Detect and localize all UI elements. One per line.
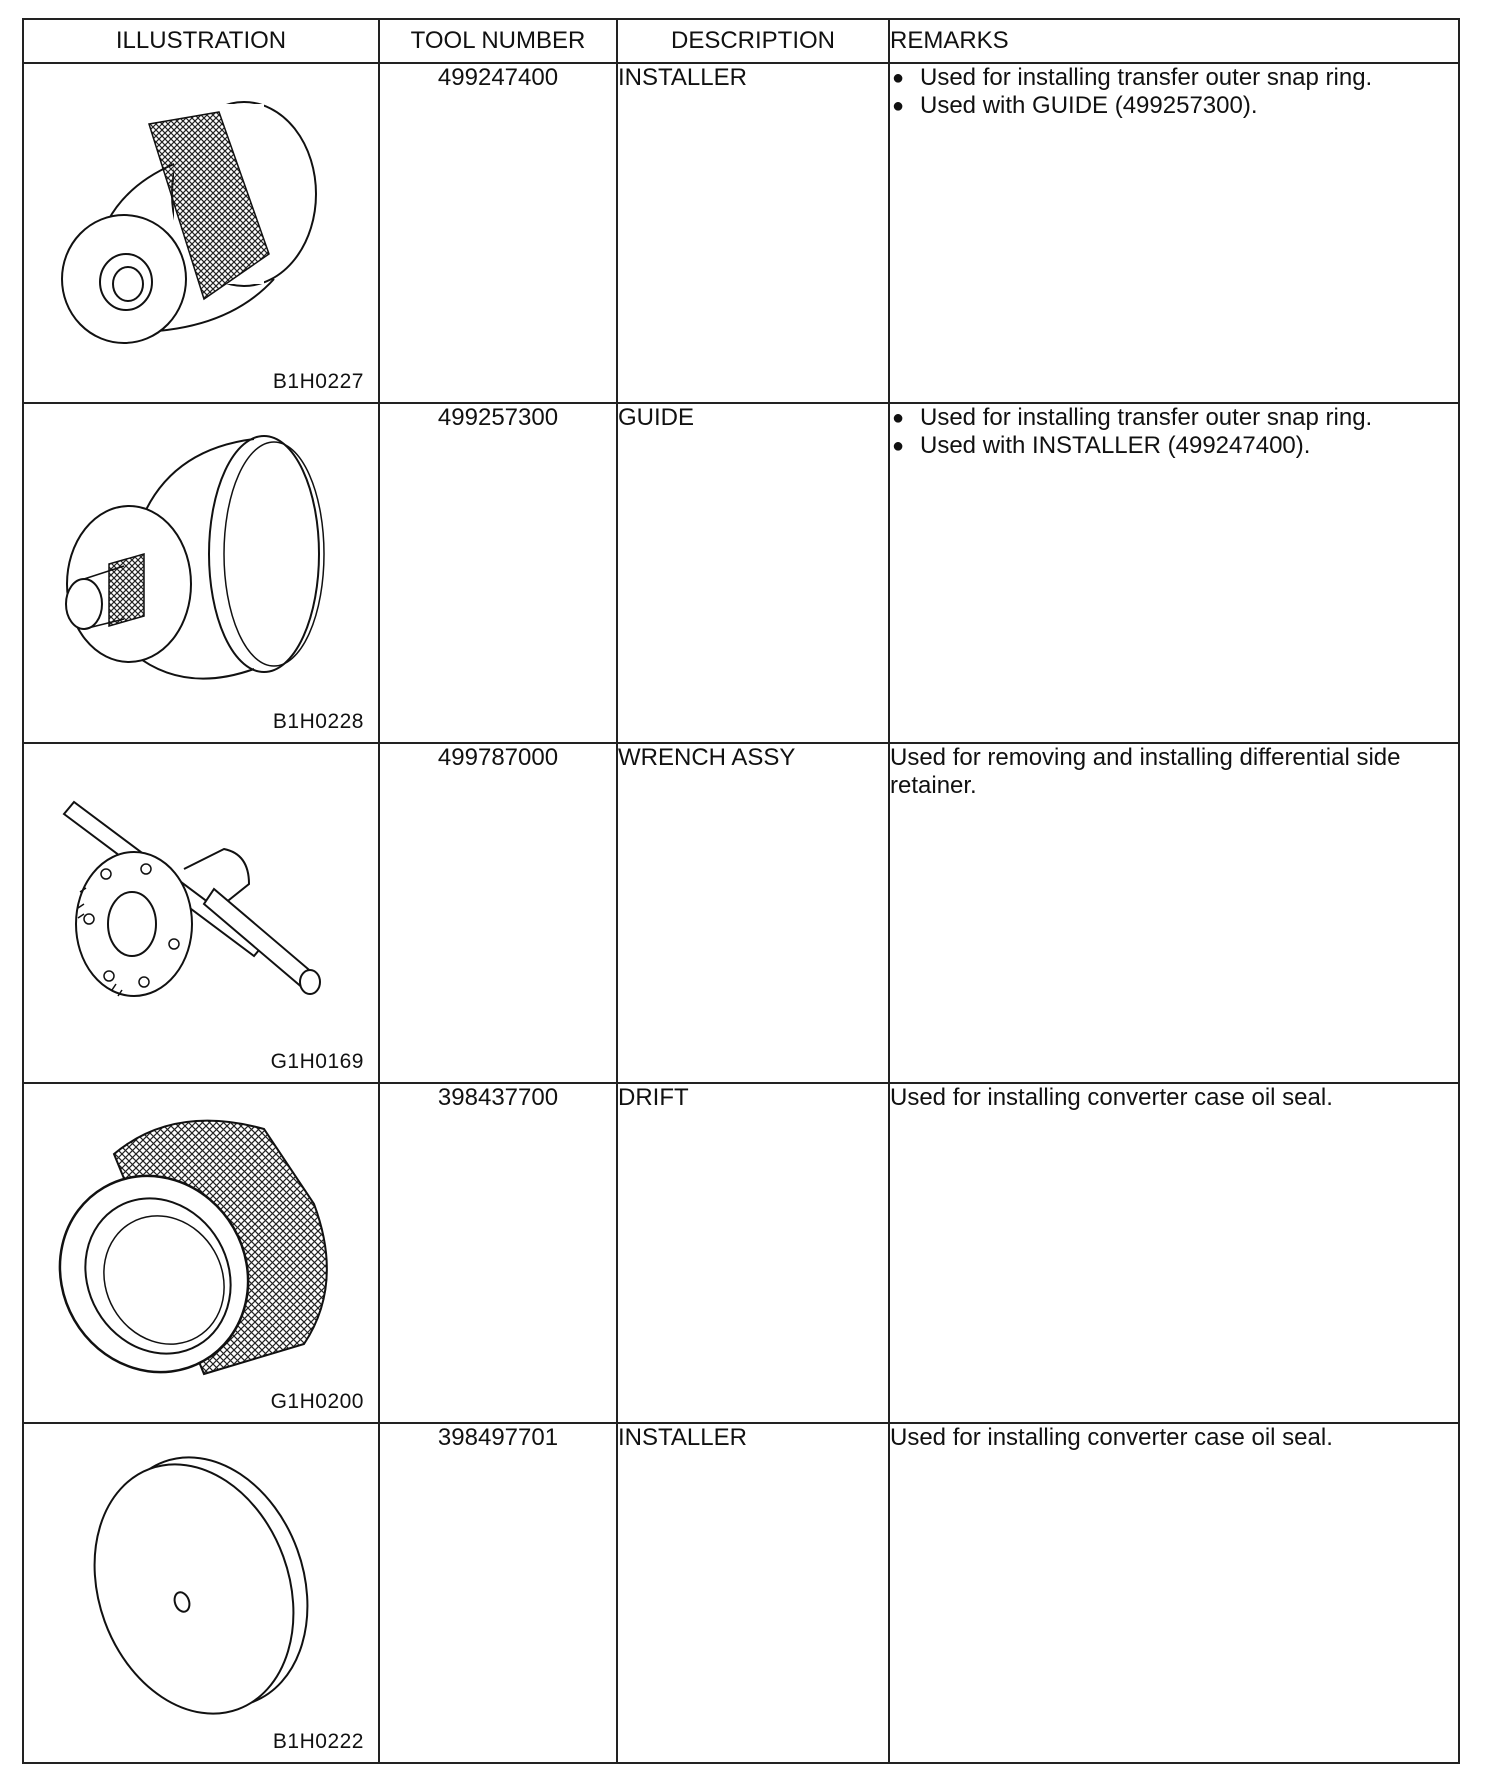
remark-item: ● Used with INSTALLER (499247400). [890, 432, 1458, 460]
header-illustration: ILLUSTRATION [23, 19, 379, 63]
remark-item: ● Used with GUIDE (499257300). [890, 92, 1458, 120]
table-row [23, 403, 1459, 743]
tool-remarks: Used for installing converter case oil seal. [889, 1423, 1459, 1763]
tool-remarks [889, 63, 1459, 403]
tool-description: DRIFT [617, 1083, 889, 1423]
illustration-code: G1H0200 [270, 1390, 364, 1413]
tool-number: 398497701 [379, 1423, 617, 1763]
remark-item: ● Used for installing transfer outer snap ring. [890, 64, 1458, 92]
table-row [23, 743, 1459, 1083]
header-tool-number: TOOL NUMBER [379, 19, 617, 63]
tool-remarks: Used for installing converter case oil seal. [889, 1083, 1459, 1423]
wrench-assy-icon [24, 744, 380, 1082]
table-row [23, 63, 1459, 403]
header-description: DESCRIPTION [617, 19, 889, 63]
illustration-cell [23, 1083, 379, 1423]
illustration-cell [23, 63, 379, 403]
remark-item: ● Used for installing transfer outer snap ring. [890, 404, 1458, 432]
tool-description: INSTALLER [617, 1423, 889, 1763]
illustration-code: B1H0227 [272, 370, 364, 393]
header-remarks: REMARKS [889, 19, 1459, 63]
tool-number: 398437700 [379, 1083, 617, 1423]
tool-description: GUIDE [617, 403, 889, 743]
installer-knurled-cylinder-icon [24, 64, 380, 402]
installer-disc-icon [24, 1424, 380, 1762]
tool-remarks [889, 403, 1459, 743]
tool-description: WRENCH ASSY [617, 743, 889, 1083]
guide-tapered-cylinder-icon [24, 404, 380, 742]
table-row [23, 1423, 1459, 1763]
tool-number: 499257300 [379, 403, 617, 743]
illustration-code: B1H0222 [272, 1730, 364, 1753]
drift-knurled-ring-icon [24, 1084, 380, 1422]
illustration-code: G1H0169 [270, 1050, 364, 1073]
illustration-code: B1H0228 [272, 710, 364, 733]
illustration-cell [23, 1423, 379, 1763]
illustration-cell [23, 403, 379, 743]
tool-number: 499247400 [379, 63, 617, 403]
table-row [23, 1083, 1459, 1423]
tool-description: INSTALLER [617, 63, 889, 403]
tool-remarks: Used for removing and installing differential side retainer. [889, 743, 1459, 1083]
table-header-row [23, 19, 1459, 63]
special-tools-table [22, 18, 1460, 1764]
illustration-cell [23, 743, 379, 1083]
tool-number: 499787000 [379, 743, 617, 1083]
